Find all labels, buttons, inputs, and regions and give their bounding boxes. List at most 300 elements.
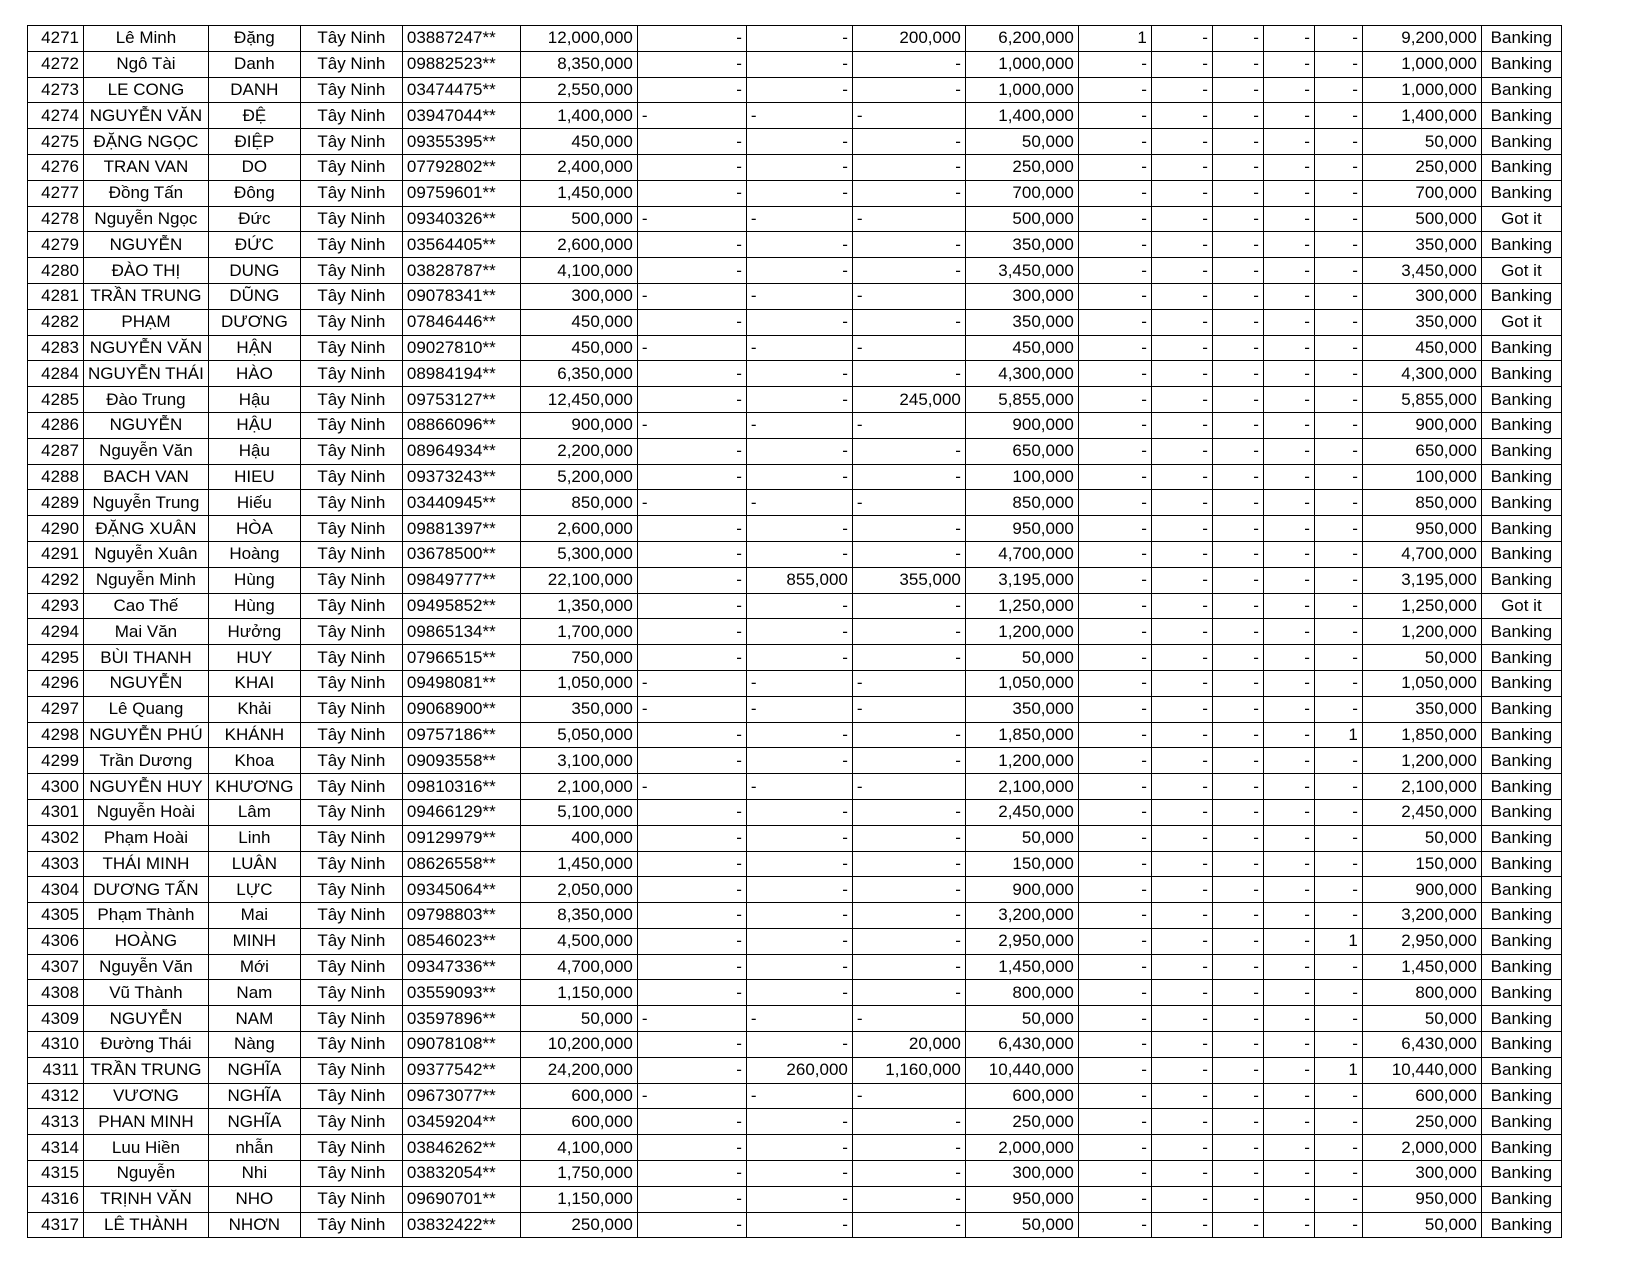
cell-row-number: 4312	[28, 1083, 84, 1109]
cell-amount-total: 5,050,000	[520, 722, 637, 748]
cell-family-name: NHO	[208, 1186, 300, 1212]
cell-family-name: nhẫn	[208, 1135, 300, 1161]
cell-flag-3: -	[1212, 903, 1263, 929]
cell-province: Tây Ninh	[300, 954, 402, 980]
table-row	[28, 206, 1562, 232]
cell-col-c: -	[852, 180, 965, 206]
cell-amount-total: 8,350,000	[520, 903, 637, 929]
cell-col-c: -	[852, 412, 965, 438]
cell-phone: 03559093**	[402, 980, 520, 1006]
table-row	[28, 799, 1562, 825]
cell-flag-5: -	[1314, 490, 1362, 516]
cell-flag-1: -	[1078, 387, 1151, 413]
cell-flag-2: -	[1151, 722, 1212, 748]
cell-flag-1: -	[1078, 77, 1151, 103]
cell-amount-paid: 600,000	[965, 1083, 1078, 1109]
cell-flag-1: -	[1078, 903, 1151, 929]
cell-col-c: -	[852, 77, 965, 103]
cell-payment-method: Banking	[1481, 1032, 1561, 1058]
table-row	[28, 774, 1562, 800]
cell-flag-3: -	[1212, 1186, 1263, 1212]
cell-flag-4: -	[1263, 954, 1314, 980]
cell-col-c: -	[852, 619, 965, 645]
cell-flag-4: -	[1263, 1109, 1314, 1135]
cell-flag-4: -	[1263, 335, 1314, 361]
table-row	[28, 567, 1562, 593]
cell-amount-total: 1,150,000	[520, 980, 637, 1006]
cell-given-name: PHAN MINH	[84, 1109, 209, 1135]
cell-flag-4: -	[1263, 1135, 1314, 1161]
cell-province: Tây Ninh	[300, 928, 402, 954]
cell-amount-total: 1,150,000	[520, 1186, 637, 1212]
cell-col-a: -	[637, 799, 746, 825]
cell-col-b: -	[746, 309, 852, 335]
cell-col-b: 260,000	[746, 1057, 852, 1083]
cell-amount-final: 1,200,000	[1362, 619, 1481, 645]
cell-flag-2: -	[1151, 1109, 1212, 1135]
cell-province: Tây Ninh	[300, 980, 402, 1006]
table-row	[28, 51, 1562, 77]
cell-family-name: Đặng	[208, 26, 300, 52]
cell-flag-3: -	[1212, 206, 1263, 232]
cell-given-name: NGUYỄN HUY	[84, 774, 209, 800]
cell-amount-total: 1,750,000	[520, 1161, 637, 1187]
cell-col-c: -	[852, 541, 965, 567]
cell-amount-final: 2,000,000	[1362, 1135, 1481, 1161]
cell-amount-paid: 50,000	[965, 1212, 1078, 1238]
table-row	[28, 1161, 1562, 1187]
cell-amount-total: 450,000	[520, 309, 637, 335]
cell-flag-2: -	[1151, 903, 1212, 929]
table-row	[28, 748, 1562, 774]
cell-amount-paid: 2,450,000	[965, 799, 1078, 825]
cell-amount-final: 50,000	[1362, 1006, 1481, 1032]
table-row	[28, 1109, 1562, 1135]
cell-payment-method: Banking	[1481, 51, 1561, 77]
cell-flag-1: -	[1078, 283, 1151, 309]
cell-flag-1: -	[1078, 361, 1151, 387]
cell-family-name: DƯƠNG	[208, 309, 300, 335]
cell-phone: 03440945**	[402, 490, 520, 516]
cell-amount-total: 10,200,000	[520, 1032, 637, 1058]
cell-amount-paid: 850,000	[965, 490, 1078, 516]
cell-flag-3: -	[1212, 645, 1263, 671]
cell-flag-5: -	[1314, 129, 1362, 155]
cell-flag-5: -	[1314, 516, 1362, 542]
cell-col-a: -	[637, 387, 746, 413]
cell-payment-method: Banking	[1481, 77, 1561, 103]
cell-flag-5: -	[1314, 361, 1362, 387]
cell-col-a: -	[637, 438, 746, 464]
cell-col-a: -	[637, 696, 746, 722]
cell-flag-2: -	[1151, 928, 1212, 954]
cell-given-name: Mai Văn	[84, 619, 209, 645]
cell-flag-3: -	[1212, 438, 1263, 464]
table-row	[28, 851, 1562, 877]
cell-amount-final: 1,400,000	[1362, 103, 1481, 129]
table-body	[28, 26, 1562, 1238]
cell-amount-paid: 50,000	[965, 129, 1078, 155]
cell-province: Tây Ninh	[300, 103, 402, 129]
cell-amount-paid: 450,000	[965, 335, 1078, 361]
cell-flag-3: -	[1212, 361, 1263, 387]
cell-row-number: 4271	[28, 26, 84, 52]
table-row	[28, 412, 1562, 438]
cell-phone: 03564405**	[402, 232, 520, 258]
cell-flag-4: -	[1263, 774, 1314, 800]
cell-col-b: -	[746, 1109, 852, 1135]
cell-given-name: Nguyễn Văn	[84, 954, 209, 980]
cell-flag-1: -	[1078, 877, 1151, 903]
cell-payment-method: Banking	[1481, 903, 1561, 929]
cell-col-c: -	[852, 490, 965, 516]
cell-col-b: -	[746, 696, 852, 722]
cell-payment-method: Banking	[1481, 774, 1561, 800]
cell-flag-1: -	[1078, 928, 1151, 954]
cell-province: Tây Ninh	[300, 77, 402, 103]
cell-flag-3: -	[1212, 928, 1263, 954]
cell-flag-1: -	[1078, 1135, 1151, 1161]
cell-given-name: BACH VAN	[84, 464, 209, 490]
cell-given-name: Vũ Thành	[84, 980, 209, 1006]
cell-amount-paid: 3,450,000	[965, 258, 1078, 284]
cell-phone: 09078341**	[402, 283, 520, 309]
cell-amount-final: 700,000	[1362, 180, 1481, 206]
cell-flag-3: -	[1212, 309, 1263, 335]
cell-flag-3: -	[1212, 1032, 1263, 1058]
cell-col-a: -	[637, 1057, 746, 1083]
cell-payment-method: Banking	[1481, 232, 1561, 258]
cell-amount-paid: 1,200,000	[965, 748, 1078, 774]
cell-family-name: Đức	[208, 206, 300, 232]
cell-flag-2: -	[1151, 670, 1212, 696]
table-row	[28, 26, 1562, 52]
cell-province: Tây Ninh	[300, 1212, 402, 1238]
cell-col-a: -	[637, 877, 746, 903]
cell-col-b: -	[746, 1083, 852, 1109]
cell-province: Tây Ninh	[300, 258, 402, 284]
cell-amount-total: 600,000	[520, 1083, 637, 1109]
cell-amount-paid: 50,000	[965, 825, 1078, 851]
cell-phone: 09466129**	[402, 799, 520, 825]
cell-flag-5: -	[1314, 645, 1362, 671]
cell-province: Tây Ninh	[300, 180, 402, 206]
cell-row-number: 4315	[28, 1161, 84, 1187]
cell-row-number: 4274	[28, 103, 84, 129]
cell-flag-5: -	[1314, 1161, 1362, 1187]
cell-amount-paid: 350,000	[965, 696, 1078, 722]
cell-family-name: Nhi	[208, 1161, 300, 1187]
cell-row-number: 4287	[28, 438, 84, 464]
cell-col-b: -	[746, 877, 852, 903]
cell-flag-4: -	[1263, 593, 1314, 619]
table-row	[28, 129, 1562, 155]
cell-given-name: VƯƠNG	[84, 1083, 209, 1109]
table-row	[28, 825, 1562, 851]
cell-amount-final: 500,000	[1362, 206, 1481, 232]
cell-col-b: -	[746, 645, 852, 671]
cell-province: Tây Ninh	[300, 567, 402, 593]
cell-phone: 09495852**	[402, 593, 520, 619]
cell-row-number: 4281	[28, 283, 84, 309]
cell-flag-3: -	[1212, 335, 1263, 361]
cell-flag-3: -	[1212, 232, 1263, 258]
cell-flag-1: -	[1078, 129, 1151, 155]
cell-amount-paid: 250,000	[965, 1109, 1078, 1135]
cell-amount-total: 6,350,000	[520, 361, 637, 387]
cell-amount-paid: 300,000	[965, 283, 1078, 309]
cell-col-c: -	[852, 903, 965, 929]
table-row	[28, 928, 1562, 954]
cell-col-c: -	[852, 670, 965, 696]
cell-col-c: -	[852, 1006, 965, 1032]
cell-province: Tây Ninh	[300, 1186, 402, 1212]
cell-given-name: Luu Hiền	[84, 1135, 209, 1161]
cell-col-b: -	[746, 799, 852, 825]
cell-flag-4: -	[1263, 103, 1314, 129]
cell-payment-method: Banking	[1481, 516, 1561, 542]
cell-given-name: NGUYỄN	[84, 412, 209, 438]
cell-amount-final: 5,855,000	[1362, 387, 1481, 413]
cell-province: Tây Ninh	[300, 903, 402, 929]
cell-province: Tây Ninh	[300, 464, 402, 490]
cell-flag-2: -	[1151, 1032, 1212, 1058]
cell-flag-4: -	[1263, 464, 1314, 490]
cell-flag-5: 1	[1314, 928, 1362, 954]
cell-amount-total: 2,600,000	[520, 232, 637, 258]
cell-col-b: -	[746, 438, 852, 464]
cell-family-name: DO	[208, 154, 300, 180]
cell-col-a: -	[637, 980, 746, 1006]
cell-flag-2: -	[1151, 103, 1212, 129]
cell-family-name: Hậu	[208, 438, 300, 464]
cell-given-name: TRẦN TRUNG	[84, 1057, 209, 1083]
cell-payment-method: Banking	[1481, 490, 1561, 516]
cell-family-name: DUNG	[208, 258, 300, 284]
cell-col-b: -	[746, 258, 852, 284]
cell-payment-method: Banking	[1481, 1083, 1561, 1109]
cell-province: Tây Ninh	[300, 1109, 402, 1135]
cell-flag-1: -	[1078, 1032, 1151, 1058]
cell-flag-2: -	[1151, 541, 1212, 567]
table-row	[28, 1135, 1562, 1161]
cell-flag-1: -	[1078, 670, 1151, 696]
cell-family-name: Hùng	[208, 567, 300, 593]
cell-col-b: -	[746, 774, 852, 800]
cell-phone: 09810316**	[402, 774, 520, 800]
cell-phone: 09798803**	[402, 903, 520, 929]
cell-amount-final: 300,000	[1362, 1161, 1481, 1187]
cell-family-name: KHƯƠNG	[208, 774, 300, 800]
cell-phone: 03459204**	[402, 1109, 520, 1135]
cell-row-number: 4294	[28, 619, 84, 645]
cell-amount-paid: 250,000	[965, 154, 1078, 180]
cell-flag-5: -	[1314, 1135, 1362, 1161]
cell-col-b: -	[746, 387, 852, 413]
cell-amount-paid: 350,000	[965, 309, 1078, 335]
cell-province: Tây Ninh	[300, 619, 402, 645]
cell-col-b: -	[746, 26, 852, 52]
cell-col-a: -	[637, 954, 746, 980]
cell-payment-method: Banking	[1481, 129, 1561, 155]
cell-flag-5: 1	[1314, 722, 1362, 748]
cell-province: Tây Ninh	[300, 1006, 402, 1032]
cell-given-name: NGUYỄN	[84, 670, 209, 696]
cell-flag-2: -	[1151, 464, 1212, 490]
cell-family-name: Khải	[208, 696, 300, 722]
cell-family-name: ĐIỆP	[208, 129, 300, 155]
cell-province: Tây Ninh	[300, 593, 402, 619]
cell-flag-2: -	[1151, 1135, 1212, 1161]
cell-flag-1: -	[1078, 619, 1151, 645]
cell-province: Tây Ninh	[300, 696, 402, 722]
cell-flag-4: -	[1263, 129, 1314, 155]
cell-col-a: -	[637, 464, 746, 490]
cell-flag-4: -	[1263, 387, 1314, 413]
cell-flag-1: -	[1078, 464, 1151, 490]
cell-amount-total: 1,350,000	[520, 593, 637, 619]
cell-given-name: Đồng Tấn	[84, 180, 209, 206]
cell-flag-1: -	[1078, 438, 1151, 464]
cell-col-c: 1,160,000	[852, 1057, 965, 1083]
cell-given-name: Đường Thái	[84, 1032, 209, 1058]
cell-phone: 09849777**	[402, 567, 520, 593]
cell-flag-4: -	[1263, 1212, 1314, 1238]
cell-given-name: Nguyễn Trung	[84, 490, 209, 516]
cell-amount-final: 50,000	[1362, 645, 1481, 671]
cell-given-name: Nguyễn Minh	[84, 567, 209, 593]
cell-flag-5: -	[1314, 903, 1362, 929]
cell-col-c: -	[852, 877, 965, 903]
cell-family-name: NGHĨA	[208, 1109, 300, 1135]
cell-col-c: -	[852, 1186, 965, 1212]
cell-col-a: -	[637, 1212, 746, 1238]
cell-given-name: NGUYỄN VĂN	[84, 103, 209, 129]
cell-amount-paid: 1,000,000	[965, 77, 1078, 103]
cell-amount-paid: 4,300,000	[965, 361, 1078, 387]
cell-flag-4: -	[1263, 1083, 1314, 1109]
cell-flag-1: -	[1078, 490, 1151, 516]
cell-flag-4: -	[1263, 851, 1314, 877]
cell-row-number: 4306	[28, 928, 84, 954]
cell-flag-1: -	[1078, 516, 1151, 542]
cell-flag-3: -	[1212, 1161, 1263, 1187]
cell-province: Tây Ninh	[300, 361, 402, 387]
cell-payment-method: Banking	[1481, 696, 1561, 722]
cell-row-number: 4283	[28, 335, 84, 361]
table-row	[28, 361, 1562, 387]
cell-payment-method: Banking	[1481, 283, 1561, 309]
cell-flag-2: -	[1151, 696, 1212, 722]
cell-flag-2: -	[1151, 490, 1212, 516]
cell-flag-1: -	[1078, 258, 1151, 284]
cell-row-number: 4300	[28, 774, 84, 800]
cell-amount-paid: 6,430,000	[965, 1032, 1078, 1058]
cell-given-name: NGUYỄN	[84, 232, 209, 258]
cell-amount-final: 1,250,000	[1362, 593, 1481, 619]
cell-flag-3: -	[1212, 619, 1263, 645]
cell-col-a: -	[637, 258, 746, 284]
cell-row-number: 4290	[28, 516, 84, 542]
cell-amount-final: 50,000	[1362, 825, 1481, 851]
cell-flag-3: -	[1212, 464, 1263, 490]
cell-flag-5: -	[1314, 387, 1362, 413]
cell-flag-4: -	[1263, 258, 1314, 284]
cell-flag-1: -	[1078, 154, 1151, 180]
cell-family-name: Linh	[208, 825, 300, 851]
cell-given-name: LÊ THÀNH	[84, 1212, 209, 1238]
cell-col-b: -	[746, 593, 852, 619]
cell-flag-4: -	[1263, 1186, 1314, 1212]
cell-flag-2: -	[1151, 77, 1212, 103]
cell-amount-total: 50,000	[520, 1006, 637, 1032]
cell-payment-method: Banking	[1481, 1057, 1561, 1083]
cell-flag-5: -	[1314, 180, 1362, 206]
cell-col-a: -	[637, 1161, 746, 1187]
cell-flag-3: -	[1212, 1212, 1263, 1238]
cell-col-a: -	[637, 335, 746, 361]
cell-flag-2: -	[1151, 154, 1212, 180]
cell-flag-3: -	[1212, 722, 1263, 748]
cell-province: Tây Ninh	[300, 309, 402, 335]
cell-flag-3: -	[1212, 412, 1263, 438]
cell-amount-final: 4,700,000	[1362, 541, 1481, 567]
cell-family-name: HẬU	[208, 412, 300, 438]
payment-table	[27, 25, 1562, 1238]
cell-phone: 03832422**	[402, 1212, 520, 1238]
cell-amount-total: 850,000	[520, 490, 637, 516]
cell-col-a: -	[637, 103, 746, 129]
cell-flag-2: -	[1151, 1083, 1212, 1109]
cell-flag-5: -	[1314, 412, 1362, 438]
table-row	[28, 541, 1562, 567]
cell-phone: 03828787**	[402, 258, 520, 284]
cell-flag-2: -	[1151, 774, 1212, 800]
cell-flag-4: -	[1263, 670, 1314, 696]
table-row	[28, 619, 1562, 645]
cell-flag-5: -	[1314, 51, 1362, 77]
cell-flag-2: -	[1151, 1186, 1212, 1212]
cell-col-a: -	[637, 593, 746, 619]
cell-flag-3: -	[1212, 1006, 1263, 1032]
cell-phone: 09882523**	[402, 51, 520, 77]
cell-flag-5: -	[1314, 567, 1362, 593]
cell-flag-2: -	[1151, 412, 1212, 438]
cell-col-a: -	[637, 516, 746, 542]
cell-amount-total: 450,000	[520, 129, 637, 155]
cell-flag-1: -	[1078, 412, 1151, 438]
cell-province: Tây Ninh	[300, 774, 402, 800]
cell-payment-method: Banking	[1481, 438, 1561, 464]
cell-flag-5: -	[1314, 232, 1362, 258]
cell-family-name: HIEU	[208, 464, 300, 490]
cell-given-name: TRAN VAN	[84, 154, 209, 180]
cell-flag-2: -	[1151, 593, 1212, 619]
cell-flag-2: -	[1151, 645, 1212, 671]
cell-flag-5: -	[1314, 77, 1362, 103]
cell-province: Tây Ninh	[300, 851, 402, 877]
cell-phone: 03887247**	[402, 26, 520, 52]
cell-given-name: DƯƠNG TẤN	[84, 877, 209, 903]
cell-province: Tây Ninh	[300, 799, 402, 825]
table-row	[28, 1186, 1562, 1212]
cell-amount-final: 350,000	[1362, 232, 1481, 258]
cell-col-a: -	[637, 1032, 746, 1058]
cell-amount-total: 750,000	[520, 645, 637, 671]
cell-given-name: Nguyễn Ngọc	[84, 206, 209, 232]
cell-row-number: 4273	[28, 77, 84, 103]
cell-flag-4: -	[1263, 412, 1314, 438]
